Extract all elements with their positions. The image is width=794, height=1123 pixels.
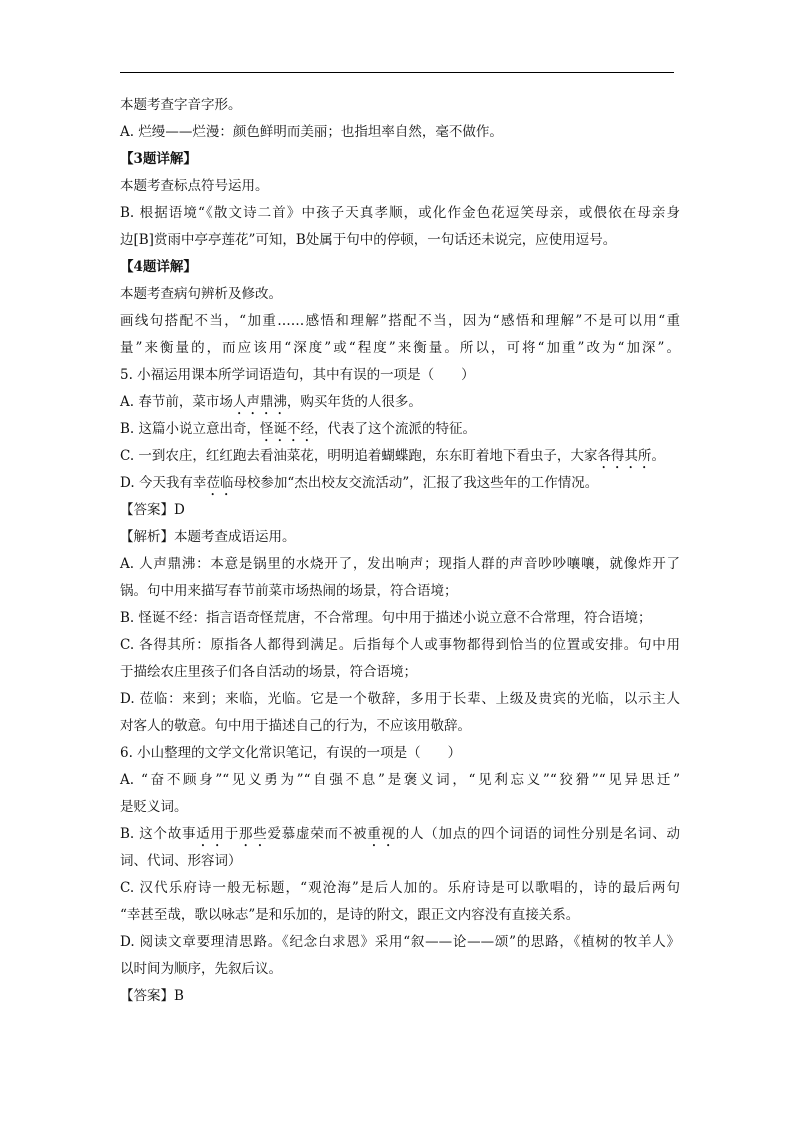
text-line: “幸甚至哉，歌以咏志”是和乐加的，是诗的附文，跟正文内容没有直接关系。 [120,907,580,923]
text-line: 边[B]赏雨中亭亭莲花”可知，B处属于句中的停顿，一句话还未说完，应使用逗号。 [120,232,617,248]
text-line: 以时间为顺序，先叙后议。 [120,961,282,977]
option-text: 母校参加“杰出校友交流活动”，汇报了我这些年的工作情况。 [233,475,599,491]
text-line: 是贬义词。 [120,799,188,815]
dotted-phrase: 那些 [239,826,268,842]
text-line: 对客人的敬意。句中用于描述自己的行为，不应该用敬辞。 [120,718,471,734]
question-5-option-b [120,416,680,443]
header-rule [120,72,674,73]
dotted-phrase: 怪诞不经 [260,421,315,437]
text-line: 词、代词、形容词） [120,853,242,869]
answer-line: 【答案】B [120,988,184,1004]
option-text: D. 今天我有幸 [120,475,207,491]
question-5-option-a [120,389,680,416]
text-line: 画线句搭配不当，“加重……感悟和理解”搭配不当，因为“感悟和理解”不是可以用“重 [120,313,680,329]
text-line: A. 烂缦——烂漫：颜色鲜明而美丽；也指坦率自然，毫不做作。 [120,124,503,140]
option-text: A. 春节前，菜市场 [120,394,233,410]
question-5-option-d [120,470,680,497]
text-line: 本题考查病句辨析及修改。 [120,286,282,302]
question-6-option-b [120,821,680,848]
option-text: 于 [224,826,240,842]
option-text: B. 这篇小说立意出奇， [120,421,261,437]
dotted-phrase: 莅临 [206,475,234,491]
analysis-line: 【解析】本题考查成语运用。 [120,529,296,545]
dotted-phrase: 人声鼎沸 [232,394,287,410]
text-line: 本题考查字音字形。 [120,97,242,113]
answer-line: 【答案】D [120,502,185,518]
text-line: C. 各得其所：原指各人都得到满足。后指每个人或事物都得到恰当的位置或安排。句中用 [120,637,680,653]
text-line: B. 怪诞不经：指言语奇怪荒唐，不合常理。句中用于描述小说立意不合常理，符合语境； [120,610,652,626]
option-text: 的人（加点的四个词语的词性分别是名词、动 [395,826,681,842]
question-5-option-c [120,443,680,470]
option-text: B. 这个故事 [120,826,197,842]
text-line: 锅。句中用来描写春节前菜市场热闹的场景，符合语境； [120,583,458,599]
document-body [120,92,680,1010]
option-text: 爱慕虚荣而不被 [267,826,368,842]
option-text: 。 [651,448,665,464]
option-text: ，购买年货的人很多。 [286,394,422,410]
dotted-phrase: 各得其所 [597,448,652,464]
question-6-option-a: A. “奋不顾身”“见义勇为”“自强不息”是褒义词，“见利忘义”“狡猾”“见异思迁” [120,772,680,788]
dotted-phrase: 重视 [367,826,396,842]
option-text: C. 一到农庄，红红跑去看油菜花，明明追着蝴蝶跑，东东盯着地下看虫子，大家 [120,448,598,464]
question-5-stem: 5. 小福运用课本所学词语造句，其中有误的一项是（ ） [120,367,475,383]
question-6-stem: 6. 小山整理的文学文化常识笔记，有误的一项是（ ） [120,745,462,761]
option-text: ，代表了这个流派的特征。 [314,421,477,437]
section-heading: 【3题详解】 [120,151,197,167]
section-heading: 【4题详解】 [120,259,197,275]
text-line: A. 人声鼎沸：本意是锅里的水烧开了，发出响声；现指人群的声音吵吵嚷嚷，就像炸开了 [120,556,680,572]
text-line: B. 根据语境“《散文诗二首》中孩子天真孝顺，或化作金色花逗笑母亲，或偎依在母亲身 [120,205,680,221]
text-line: 于描绘农庄里孩子们各自活动的场景，符合语境； [120,664,417,680]
text-line: 量”来衡量的，而应该用“深度”或“程度”来衡量。所以，可将“加重”改为“加深”。 [120,340,680,356]
text-line: 本题考查标点符号运用。 [120,178,269,194]
question-6-option-c: C. 汉代乐府诗一般无标题，“观沧海”是后人加的。乐府诗是可以歌唱的，诗的最后两句 [120,880,680,896]
text-line: D. 莅临：来到；来临，光临。它是一个敬辞，多用于长辈、上级及贵宾的光临，以示主人 [120,691,680,707]
dotted-phrase: 适用 [196,826,225,842]
question-6-option-d: D. 阅读文章要理清思路。《纪念白求恩》采用“叙——论——颂”的思路，《植树的牧羊人》 [120,934,680,950]
